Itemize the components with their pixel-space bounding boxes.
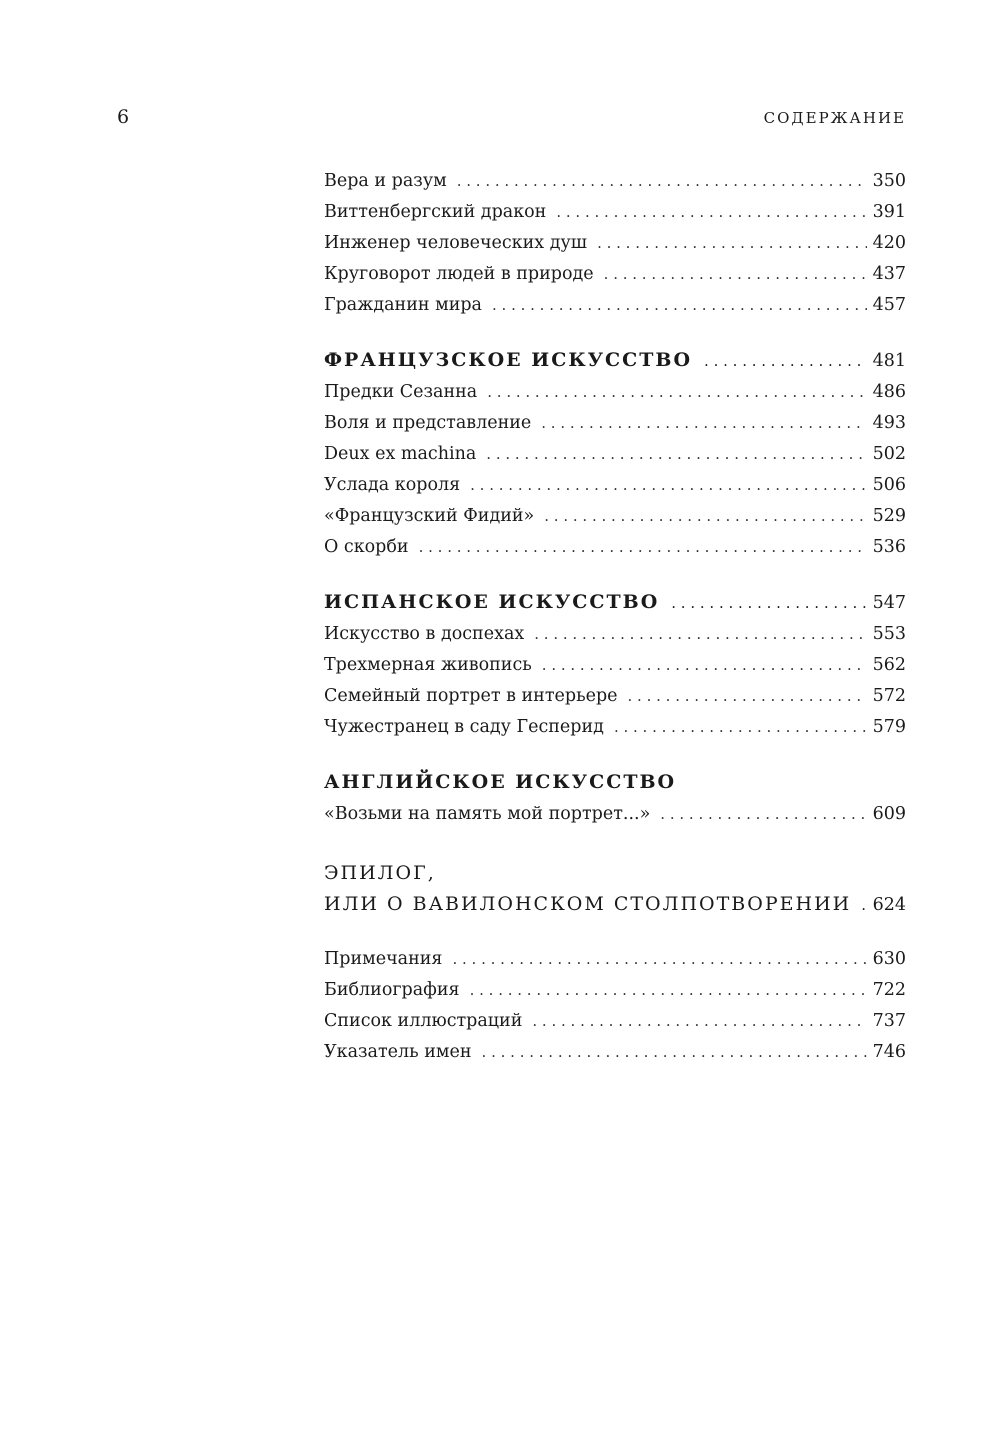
toc-entry[interactable]	[324, 228, 906, 259]
toc-entry[interactable]	[324, 650, 906, 681]
toc-entry-page: 529	[872, 506, 906, 526]
section-heading-title: ИСПАНСКОЕ ИСКУССТВО	[324, 591, 660, 613]
dot-leader	[492, 290, 867, 321]
epilog-title-line2-row	[324, 888, 906, 920]
toc-entry[interactable]	[324, 166, 906, 197]
toc-entry-page: 722	[872, 980, 906, 1000]
section-english-art	[324, 765, 906, 830]
dot-leader	[861, 889, 866, 921]
toc-entry-page: 350	[872, 171, 906, 191]
toc-entry-page: 536	[872, 537, 906, 557]
dot-leader	[628, 681, 867, 712]
toc-entry-title: Библиография	[324, 980, 460, 1000]
dot-leader	[487, 377, 866, 408]
dot-leader	[660, 799, 866, 830]
dot-leader	[704, 344, 867, 378]
toc-entry-page: 630	[872, 949, 906, 969]
section-heading[interactable]	[324, 765, 906, 799]
toc-entry[interactable]	[324, 532, 906, 563]
toc-entry-title: Инженер человеческих душ	[324, 233, 588, 253]
dot-leader	[470, 975, 867, 1006]
section-french-art	[324, 343, 906, 563]
toc-entry-title: Указатель имен	[324, 1042, 472, 1062]
toc-entry[interactable]	[324, 377, 906, 408]
section-heading-title: ФРАНЦУЗСКОЕ ИСКУССТВО	[324, 349, 693, 371]
toc-entry[interactable]	[324, 290, 906, 321]
toc-entry-title: Предки Сезанна	[324, 382, 478, 402]
toc-entry-page: 562	[872, 655, 906, 675]
toc-entry-title: Трехмерная живопись	[324, 655, 532, 675]
dot-leader	[457, 166, 867, 197]
toc-entry-page: 609	[872, 804, 906, 824]
dot-leader	[556, 197, 866, 228]
dot-leader	[470, 470, 866, 501]
toc-entry-title: Воля и представление	[324, 413, 532, 433]
toc-entry-title: «Возьми на память мой портрет...»	[324, 804, 651, 824]
dot-leader	[534, 619, 866, 650]
toc-entry-title: Deux ex machina	[324, 444, 477, 464]
toc-entry-title: Искусство в доспехах	[324, 624, 525, 644]
dot-leader	[597, 228, 867, 259]
dot-leader	[482, 1037, 867, 1068]
section-heading-page: 547	[872, 593, 906, 613]
toc-entry-page: 437	[872, 264, 906, 284]
toc-entry[interactable]	[324, 501, 906, 532]
toc-entry-title: Круговорот людей в природе	[324, 264, 594, 284]
toc-entry[interactable]	[324, 408, 906, 439]
dot-leader	[542, 650, 867, 681]
toc-entry[interactable]	[324, 681, 906, 712]
toc-entry-page: 579	[872, 717, 906, 737]
toc-entry[interactable]	[324, 1037, 906, 1068]
dot-leader	[452, 944, 866, 975]
toc-entry-title: Гражданин мира	[324, 295, 482, 315]
dot-leader	[532, 1006, 866, 1037]
toc-entry[interactable]	[324, 439, 906, 470]
toc-entry-title: Чужестранец в саду Гесперид	[324, 717, 604, 737]
toc-entry-title: Список иллюстраций	[324, 1011, 523, 1031]
intro-entries	[324, 166, 906, 321]
toc-entry-page: 457	[872, 295, 906, 315]
dot-leader	[671, 586, 866, 620]
toc-entry-title: «Французский Фидий»	[324, 506, 535, 526]
toc-entry[interactable]	[324, 799, 906, 830]
epilog-entry[interactable]	[324, 858, 906, 920]
toc-entry-title: Услада короля	[324, 475, 461, 495]
toc-entry-page: 502	[872, 444, 906, 464]
section-heading-page: 481	[872, 351, 906, 371]
appendix-entries	[324, 944, 906, 1068]
section-heading-title: АНГЛИЙСКОЕ ИСКУССТВО	[324, 771, 677, 793]
section-heading[interactable]	[324, 343, 906, 377]
toc-entry-page: 553	[872, 624, 906, 644]
dot-leader	[486, 439, 866, 470]
section-spanish-art	[324, 585, 906, 743]
toc-entry[interactable]	[324, 197, 906, 228]
epilog-title-line2: ИЛИ О ВАВИЛОНСКОМ СТОЛПОТВОРЕНИИ	[324, 893, 852, 915]
toc-entry-title: Примечания	[324, 949, 443, 969]
toc-entry[interactable]	[324, 619, 906, 650]
toc-entry[interactable]	[324, 712, 906, 743]
epilog-title-line1: ЭПИЛОГ,	[324, 862, 436, 884]
dot-leader	[604, 259, 867, 290]
page-number: 6	[117, 106, 130, 128]
dot-leader	[544, 501, 866, 532]
dot-leader	[614, 712, 867, 743]
toc-entry[interactable]	[324, 975, 906, 1006]
toc-entry-page: 391	[872, 202, 906, 222]
toc-entry-page: 572	[872, 686, 906, 706]
toc-entry[interactable]	[324, 259, 906, 290]
toc-entry-title: Семейный портрет в интерьере	[324, 686, 618, 706]
toc-entry-title: Виттенбергский дракон	[324, 202, 547, 222]
toc-entry[interactable]	[324, 944, 906, 975]
dot-leader	[419, 532, 867, 563]
toc-entry-page: 420	[872, 233, 906, 253]
toc-entry-title: О скорби	[324, 537, 409, 557]
section-heading[interactable]	[324, 585, 906, 619]
toc-entry-title: Вера и разум	[324, 171, 447, 191]
running-head: СОДЕРЖАНИЕ	[763, 109, 906, 127]
toc-entry-page: 486	[872, 382, 906, 402]
toc-entry-page: 746	[872, 1042, 906, 1062]
table-of-contents	[324, 166, 906, 1068]
toc-entry[interactable]	[324, 470, 906, 501]
toc-entry-page: 506	[872, 475, 906, 495]
epilog-page: 624	[872, 895, 906, 915]
toc-entry[interactable]	[324, 1006, 906, 1037]
toc-entry-page: 737	[872, 1011, 906, 1031]
dot-leader	[541, 408, 866, 439]
toc-entry-page: 493	[872, 413, 906, 433]
